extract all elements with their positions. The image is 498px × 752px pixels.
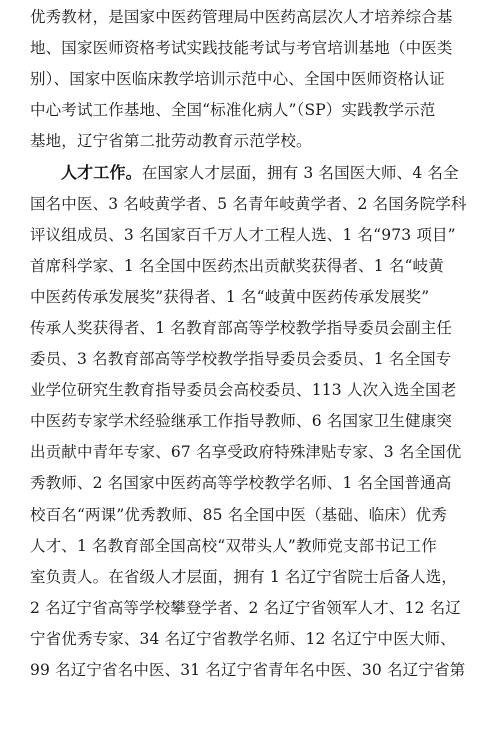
paragraph-2-line-15: 2 名辽宁省高等学校攀登学者、2 名辽宁省领军人才、12 名辽 [30,598,461,617]
paragraph-2-line-9: 中医药专家学术经验继承工作指导教师、6 名国家卫生健康突 [30,412,452,431]
paragraph-2-line-2: 国名中医、3 名岐黄学者、5 名青年岐黄学者、2 名国务院学科 [30,194,467,213]
paragraph-2-line-8: 业学位研究生教育指导委员会高校委员、113 人次入选全国老 [30,381,457,400]
paragraph-2-line-11: 秀教师、2 名国家中医药高等学校教学名师、1 名全国普通高 [30,474,452,493]
paragraph-2-line-17: 99 名辽宁省名中医、31 名辽宁省青年名中医、30 名辽宁省第 [30,660,466,679]
paragraph-2-line-14: 室负责人。在省级人才层面，拥有 1 名辽宁省院士后备人选， [30,567,458,586]
paragraph-2-line-7: 委员、3 名教育部高等学校教学指导委员会委员、1 名全国专 [30,350,452,369]
paragraph-2-line-13: 人才、1 名教育部全国高校“双带头人”教师党支部书记工作 [30,536,437,555]
paragraph-2-line-5: 中医药传承发展奖”获得者、1 名“岐黄中医药传承发展奖” [30,287,430,306]
paragraph-1-line-5: 基地，辽宁省第二批劳动教育示范学校。 [30,132,312,151]
paragraph-2-line-12: 校百名“两课”优秀教师、85 名全国中医（基础、临床）优秀 [30,505,447,524]
document-body [30,2,474,686]
paragraph-1-line-2: 地、国家医师资格考试实践技能考试与考官培训基地（中医类 [30,39,453,58]
paragraph-2-line-3: 评议组成员、3 名国家百千万人才工程人选、1 名“973 项目” [30,225,456,244]
paragraph-2-line-4: 首席科学家、1 名全国中医药杰出贡献奖获得者、1 名“岐黄 [30,256,444,275]
paragraph-1-line-1: 优秀教材，是国家中医药管理局中医药高层次人才培养综合基 [30,8,453,26]
paragraph-2-line-6: 传承人奖获得者、1 名教育部高等学校教学指导委员会副主任 [30,318,452,337]
paragraph-2-line-16: 宁省优秀专家、34 名辽宁省教学名师、12 名辽宁中医大师、 [30,629,456,648]
paragraph-1-line-4: 中心考试工作基地、全国“标准化病人”（SP）实践教学示范 [30,101,436,120]
paragraph-2-first-line-text: 在国家人才层面，拥有 3 名国医大师、4 名全 [141,164,459,183]
section-heading: 人才工作。 [61,163,142,183]
paragraph-2-line-10: 出贡献中青年专家、67 名享受政府特殊津贴专家、3 名全国优 [30,443,462,462]
paragraph-2-first-line [30,157,474,188]
paragraph-1-line-3: 别）、国家中医临床教学培训示范中心、全国中医师资格认证 [30,70,445,89]
